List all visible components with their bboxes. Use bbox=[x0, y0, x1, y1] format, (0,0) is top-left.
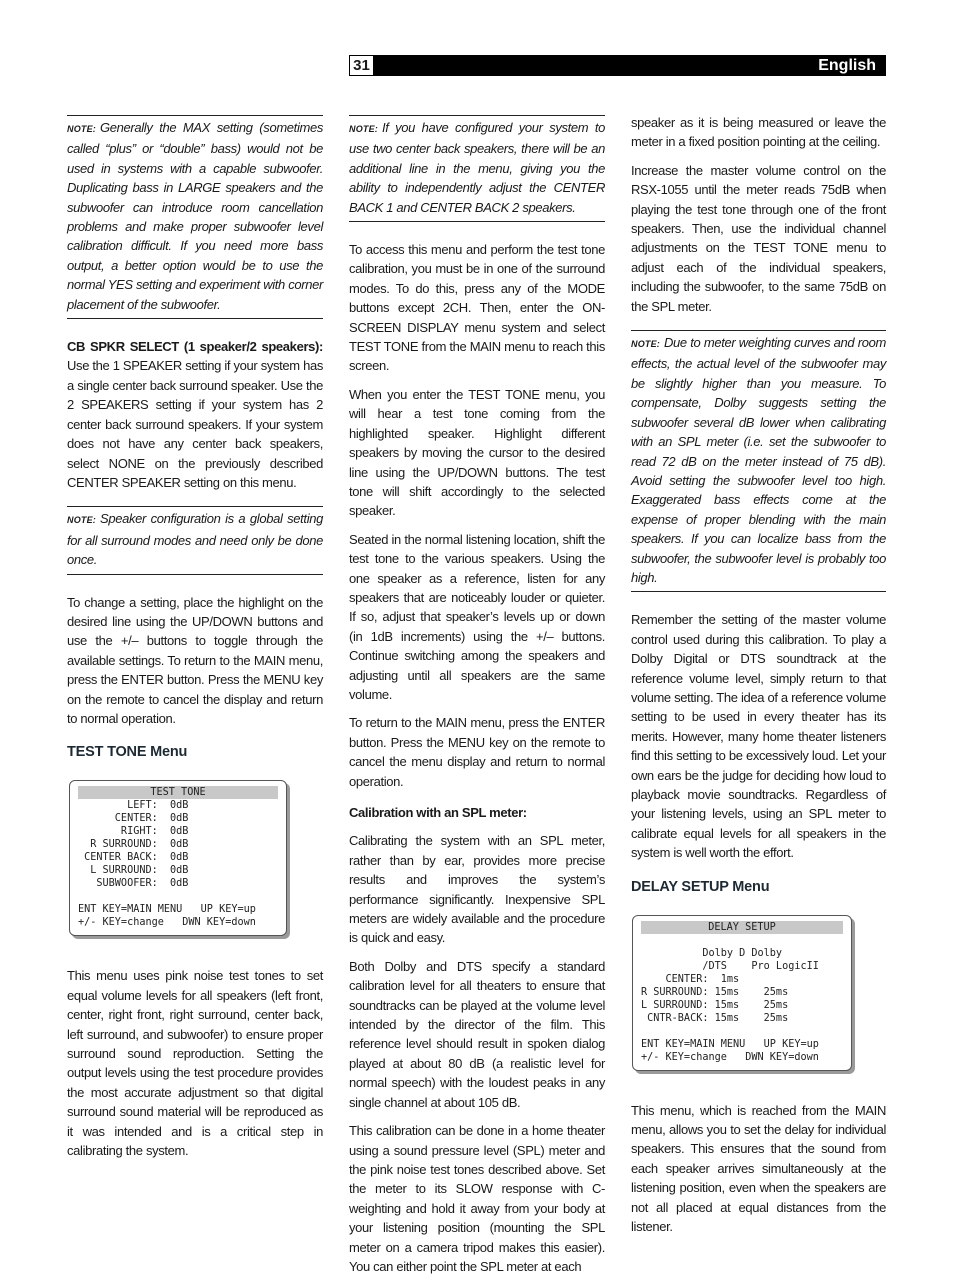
access-menu-paragraph: To access this menu and perform the test tone calibration, you must be in one of the surround modes. To do this, press any of the MODE buttons except 2CH. Then, enter the ON-SCREEN DISPLAY menu system and select TEST TONE from the MAIN menu to reach this screen. bbox=[349, 242, 605, 374]
column-left bbox=[67, 115, 323, 1169]
delay-setup-menu-title: DELAY SETUP bbox=[641, 921, 843, 934]
note-subwoofer-weighting bbox=[631, 330, 886, 592]
cb-spkr-select-text: Use the 1 SPEAKER setting if your system has a single center back surround speaker. Use the 2 SPEAKERS setting if your system has 2 center back surround speakers. If your system does not have any center back speakers, select NONE on the previously described CENTER SPEAKER setting on this menu. bbox=[67, 358, 323, 490]
dolby-dts-paragraph: Both Dolby and DTS specify a standard calibration level for all theaters to ensure that soundtracks can be played at the volume level intended by the director of the film. This reference level should result in spoken dialog played at about 80 dB (a realistic level for normal speech) with the loudest peaks in any single channel at about 105 dB. bbox=[349, 958, 605, 1110]
note-speaker-config bbox=[67, 506, 323, 574]
enter-menu-paragraph: When you enter the TEST TONE menu, you will hear a test tone coming from the highlighted speaker. Highlight different speakers by moving the cursor to the desired line using the UP/DOWN buttons. The test tone will shift accordingly to the selected speaker. bbox=[349, 386, 605, 519]
note-label: NOTE: bbox=[67, 124, 96, 134]
page-header bbox=[349, 55, 886, 76]
seated-paragraph: Seated in the normal listening location, shift the test tone to the various speakers. Using the one speaker as a reference, listen for any speakers that are noticeably louder or quieter. If so, adjust that speaker’s levels up or down (in 1dB increments) using the +/– buttons. Continue switching among the speakers and adjusting until all speakers are the same volume. bbox=[349, 531, 605, 702]
continued-paragraph: speaker as it is being measured or leave the meter in a fixed position pointing at the ceiling. bbox=[631, 115, 886, 150]
home-theater-paragraph: This calibration can be done in a home theater using a sound pressure level (SPL) meter and the pink noise test tones described above. Set the meter to its SLOW response with C-weighting and hold it away from your body at your listening position (mounting the SPL meter on a camera tripod makes this easier). You can either point the SPL meter at each bbox=[349, 1123, 605, 1274]
remember-setting-paragraph: Remember the setting of the master volume control used during this calibration. To play a Dolby Digital or DTS soundtrack at the reference volume level, simply return to that volume setting. The idea of a reference volume setting to be used in every theater has its merits. However, many home theater listeners find this setting to be excessively loud. Let your own ears be the judge for deciding how loud to playback movie soundtracks. Regardless of your listening levels, using an SPL meter to calibrate equal levels for all speakers in the system is well worth the effort. bbox=[631, 612, 886, 861]
note-label: NOTE: bbox=[67, 515, 96, 526]
test-tone-menu-body: LEFT: 0dB CENTER: 0dB RIGHT: 0dB R SURROUND: 0dB CENTER BACK: 0dB L SURROUND: 0dB SUBWOOFER: 0dB ENT KEY=MAIN MENU UP KEY=up +/- KEY=change DWN KEY=down bbox=[78, 800, 256, 929]
pink-noise-paragraph: This menu uses pink noise test tones to set equal volume levels for all speakers (left front, center, right front, right surround, center back, left surround, and subwoofer) to ensure proper surround sound reproduction. Setting the output levels using the test procedure provides the most accurate adjustment so that digital surround sound material will be reproduced as it was intended and is a critical step in calibrating the system. bbox=[67, 968, 323, 1159]
column-middle bbox=[349, 115, 605, 1285]
note-max-setting bbox=[67, 115, 323, 319]
column-right bbox=[631, 113, 886, 1245]
delay-setup-heading: DELAY SETUP Menu bbox=[631, 878, 770, 895]
note-text: If you have configured your system to use two center back speakers, there will be an additional line in the menu, giving you the ability to independently adjust the CENTER BACK 1 and CENTER BACK 2 speakers. bbox=[349, 120, 605, 215]
test-tone-heading: TEST TONE Menu bbox=[67, 744, 188, 761]
note-label: NOTE: bbox=[631, 339, 660, 350]
cb-spkr-select-heading: CB SPKR SELECT (1 speaker/2 speakers): bbox=[67, 339, 323, 355]
note-text: Speaker configuration is a global setting for all surround modes and need only be done once. bbox=[67, 511, 323, 568]
language-label: English bbox=[818, 57, 876, 74]
spl-intro-paragraph: Calibrating the system with an SPL meter, rather than by ear, provides more precise results and improves the system’s performance significantly. Inexpensive SPL meters are widely available and the procedure is quick and easy. bbox=[349, 833, 605, 946]
page-number: 31 bbox=[349, 55, 374, 76]
delay-setup-menu-screen bbox=[632, 915, 852, 1071]
delay-setup-menu-body: Dolby D Dolby /DTS Pro LogicII CENTER: 1ms R SURROUND: 15ms 25ms L SURROUND: 15ms 25ms CNTR-BACK: 15ms 25ms ENT KEY=MAIN MENU UP KEY=up +/- KEY=change DWN KEY=down bbox=[641, 947, 819, 1063]
delay-description-paragraph: This menu, which is reached from the MAIN menu, allows you to set the delay for individual speakers. This ensures that the sound from each speaker arrives simultaneously at the listening position, even when the speakers are not all placed at equal distances from the listener. bbox=[631, 1102, 886, 1235]
test-tone-menu-screen bbox=[69, 780, 287, 936]
note-label: NOTE: bbox=[349, 124, 378, 134]
cb-spkr-select-paragraph bbox=[67, 337, 323, 492]
note-text: Due to meter weighting curves and room effects, the actual level of the subwoofer may be slightly higher than you measure. To compensate, Dolby suggests setting the subwoofer several dB lower when calibrating with an SPL meter (i.e. set the subwoofer to read 72 dB on the meter instead of 75 dB). Avoid setting the subwoofer level too high. Exaggerated bass effects come at the expense of proper blending with the main speakers. If you can localize bass from the subwoofer, the subwoofer level is probably too high. bbox=[631, 335, 886, 585]
increase-volume-paragraph: Increase the master volume control on the RSX-1055 until the meter reads 75dB when playing the test tone through one of the front speakers. Then, use the individual channel adjustments on the TEST TONE menu to adjust each of the individual speakers, including the subwoofer, to the same 75dB on the SPL meter. bbox=[631, 162, 886, 314]
return-main-paragraph: To return to the MAIN menu, press the ENTER button. Press the MENU key on the remote to cancel the menu display and return to normal operation. bbox=[349, 715, 605, 789]
note-center-back bbox=[349, 115, 605, 222]
spl-calibration-heading: Calibration with an SPL meter: bbox=[349, 805, 527, 820]
test-tone-menu-title: TEST TONE bbox=[78, 786, 278, 799]
change-setting-paragraph: To change a setting, place the highlight on the desired line using the UP/DOWN buttons and use the +/– buttons to toggle through the available settings. To return to the MAIN menu, press the ENTER button. Press the MENU key on the remote to cancel the display and return to normal operation. bbox=[67, 594, 323, 726]
note-text: Generally the MAX setting (sometimes called “plus” or “double” bass) would not be used in systems with a capable subwoofer. Duplicating bass in LARGE speakers and the subwoofer can introduce room cancellation problems and make proper subwoofer level calibration difficult. If you need more bass output, a better option would be to use the normal YES setting and experiment with corner placement of the subwoofer. bbox=[67, 120, 323, 312]
